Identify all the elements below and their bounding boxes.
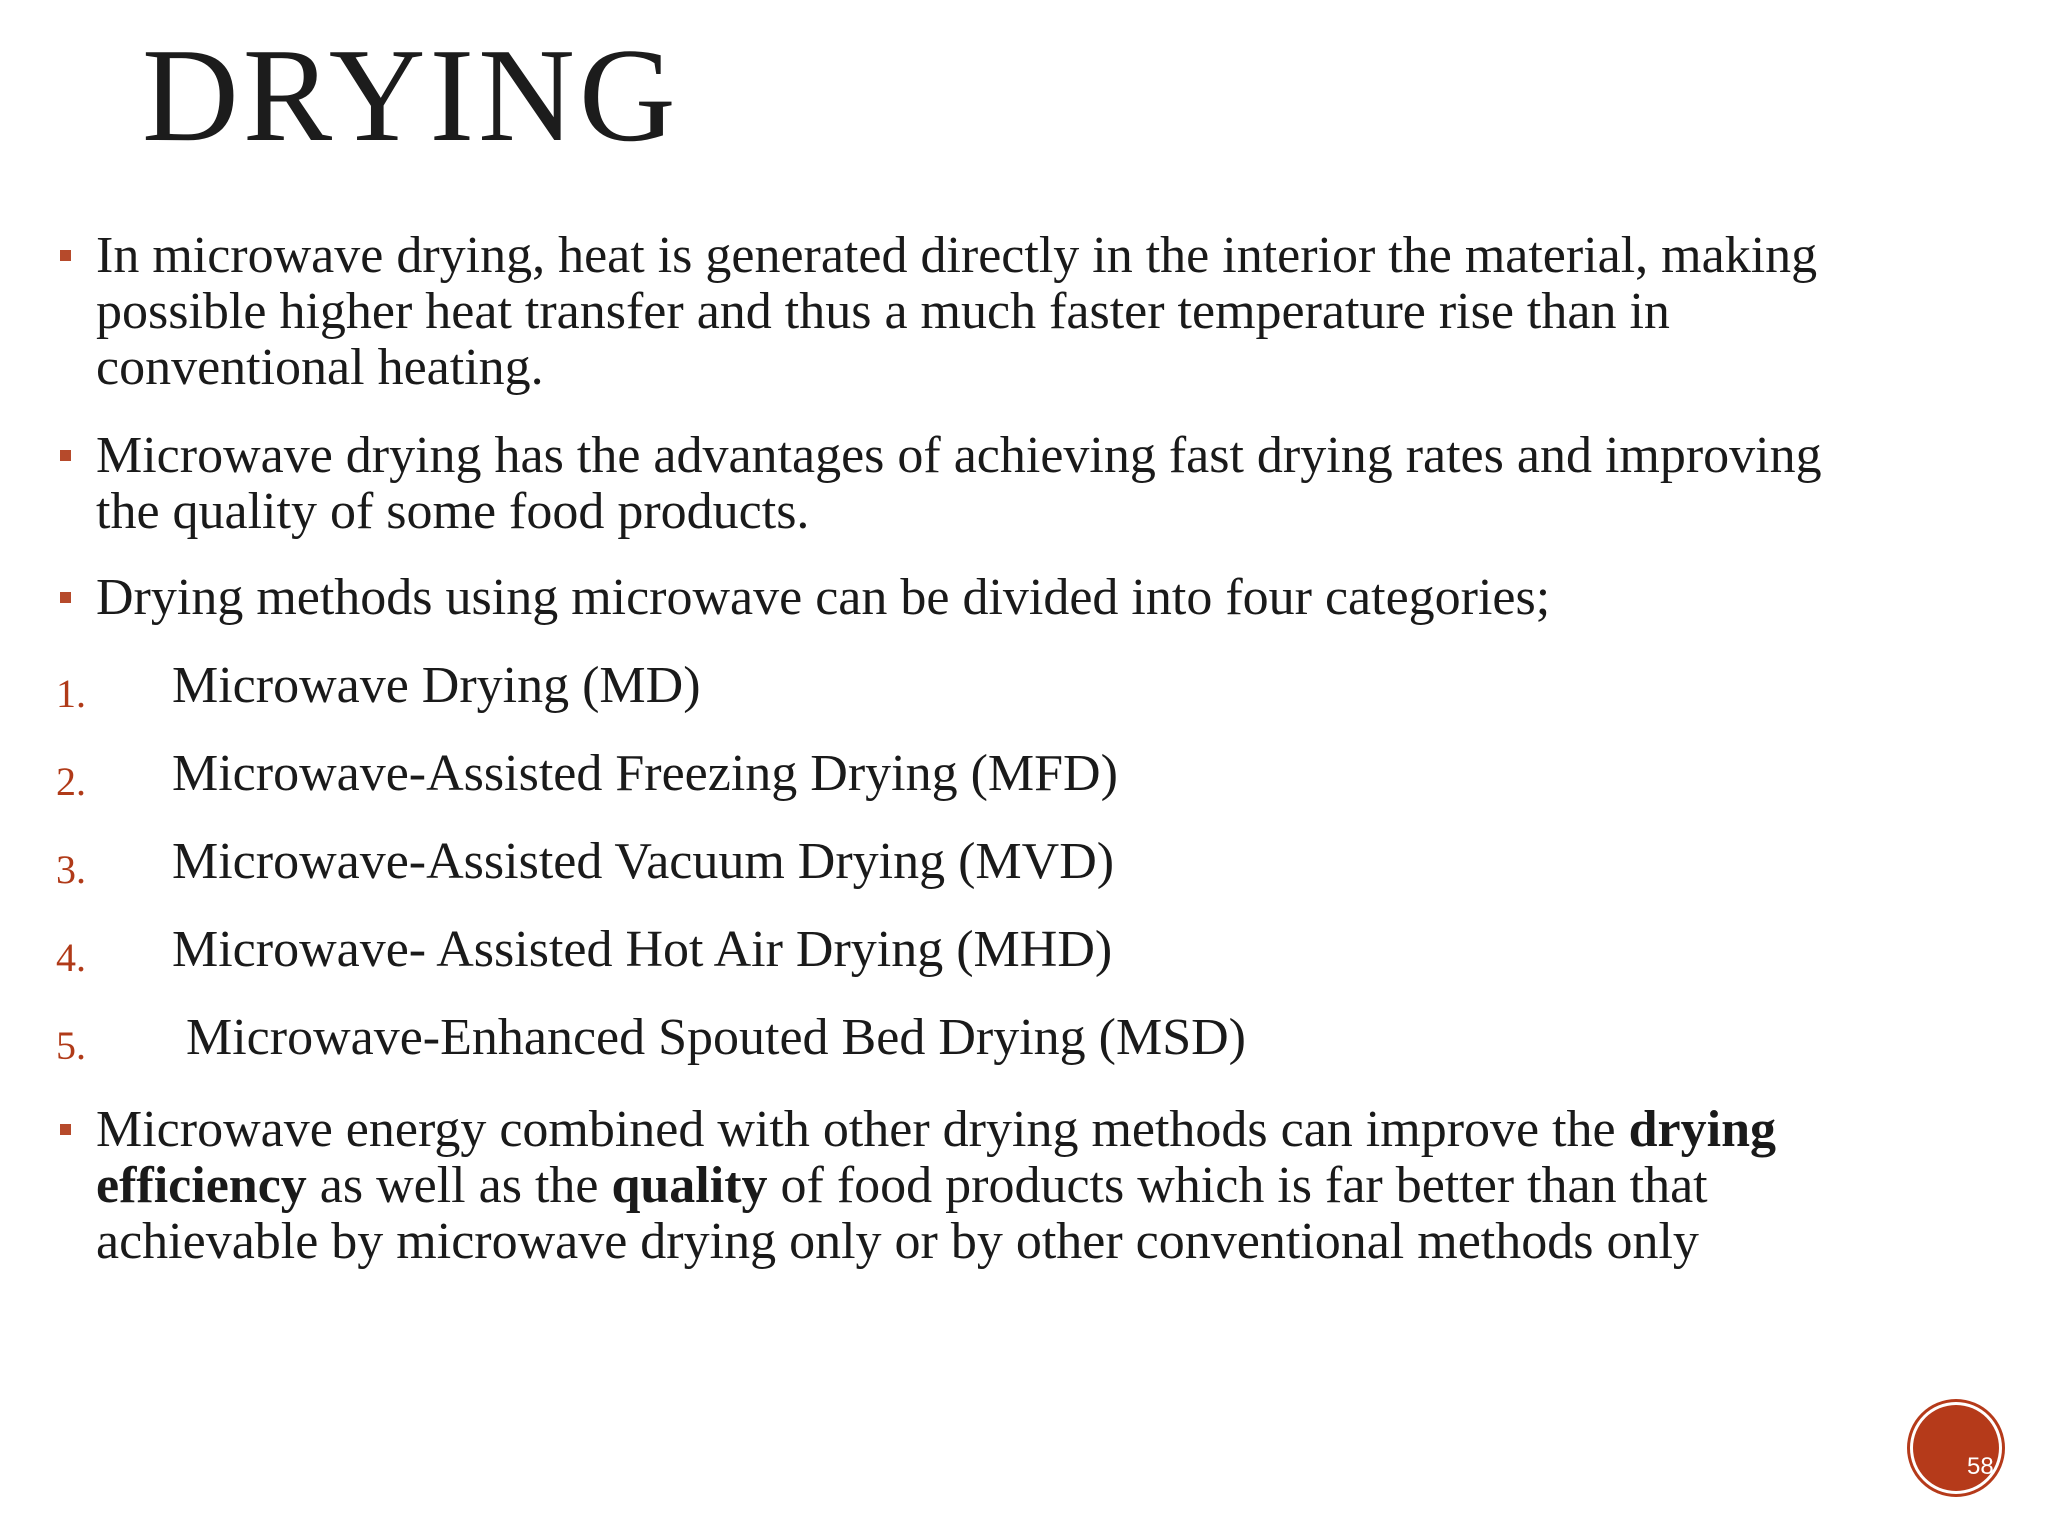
list-item-text: Microwave-Enhanced Spouted Bed Drying (MSD) bbox=[186, 1009, 1246, 1066]
list-item-text: Microwave-Assisted Freezing Drying (MFD) bbox=[172, 745, 1118, 802]
bullet-text: Microwave drying has the advantages of achieving fast drying rates and improving the quality of some food products. bbox=[96, 427, 1822, 540]
bullet-item bbox=[96, 1102, 1876, 1270]
square-bullet-icon bbox=[60, 1124, 71, 1135]
bullet-item bbox=[96, 228, 1876, 396]
square-bullet-icon bbox=[60, 250, 71, 261]
emphasis-drying-efficiency: drying efficiency bbox=[96, 1101, 1777, 1214]
numbered-list-item bbox=[0, 744, 2048, 804]
list-number: 1. bbox=[56, 671, 86, 716]
list-number: 5. bbox=[56, 1023, 86, 1068]
bullet-text: In microwave drying, heat is generated directly in the interior the material, making possible higher heat transfer and thus a much faster temperature rise than in conventional heating. bbox=[96, 227, 1818, 396]
numbered-list-item bbox=[0, 656, 2048, 716]
slide-title: DRYING bbox=[142, 21, 680, 169]
list-number: 3. bbox=[56, 847, 86, 892]
list-item-text: Microwave-Assisted Vacuum Drying (MVD) bbox=[172, 833, 1115, 890]
list-number: 2. bbox=[56, 759, 86, 804]
text-run: Microwave energy combined with other drying methods can improve the bbox=[96, 1101, 1629, 1158]
list-item-text: Microwave- Assisted Hot Air Drying (MHD) bbox=[172, 921, 1113, 978]
page-number: 58 bbox=[1967, 1453, 1994, 1480]
list-number: 4. bbox=[56, 935, 86, 980]
bullet-item bbox=[96, 570, 1876, 626]
page-number-badge bbox=[1913, 1405, 1999, 1491]
numbered-list-item bbox=[0, 832, 2048, 892]
bullet-item bbox=[96, 428, 1876, 540]
list-item-text: Microwave Drying (MD) bbox=[172, 657, 701, 714]
numbered-list-item bbox=[0, 1008, 2048, 1068]
numbered-list-item bbox=[0, 920, 2048, 980]
square-bullet-icon bbox=[60, 592, 71, 603]
text-run: as well as the bbox=[306, 1157, 612, 1214]
bullet-text bbox=[96, 1101, 1776, 1270]
emphasis-quality: quality bbox=[611, 1157, 768, 1214]
square-bullet-icon bbox=[60, 450, 71, 461]
bullet-text: Drying methods using microwave can be divided into four categories; bbox=[96, 569, 1551, 626]
text-run: of food products which is far better than that achievable by microwave drying only or by other conventional methods only bbox=[96, 1157, 1708, 1270]
